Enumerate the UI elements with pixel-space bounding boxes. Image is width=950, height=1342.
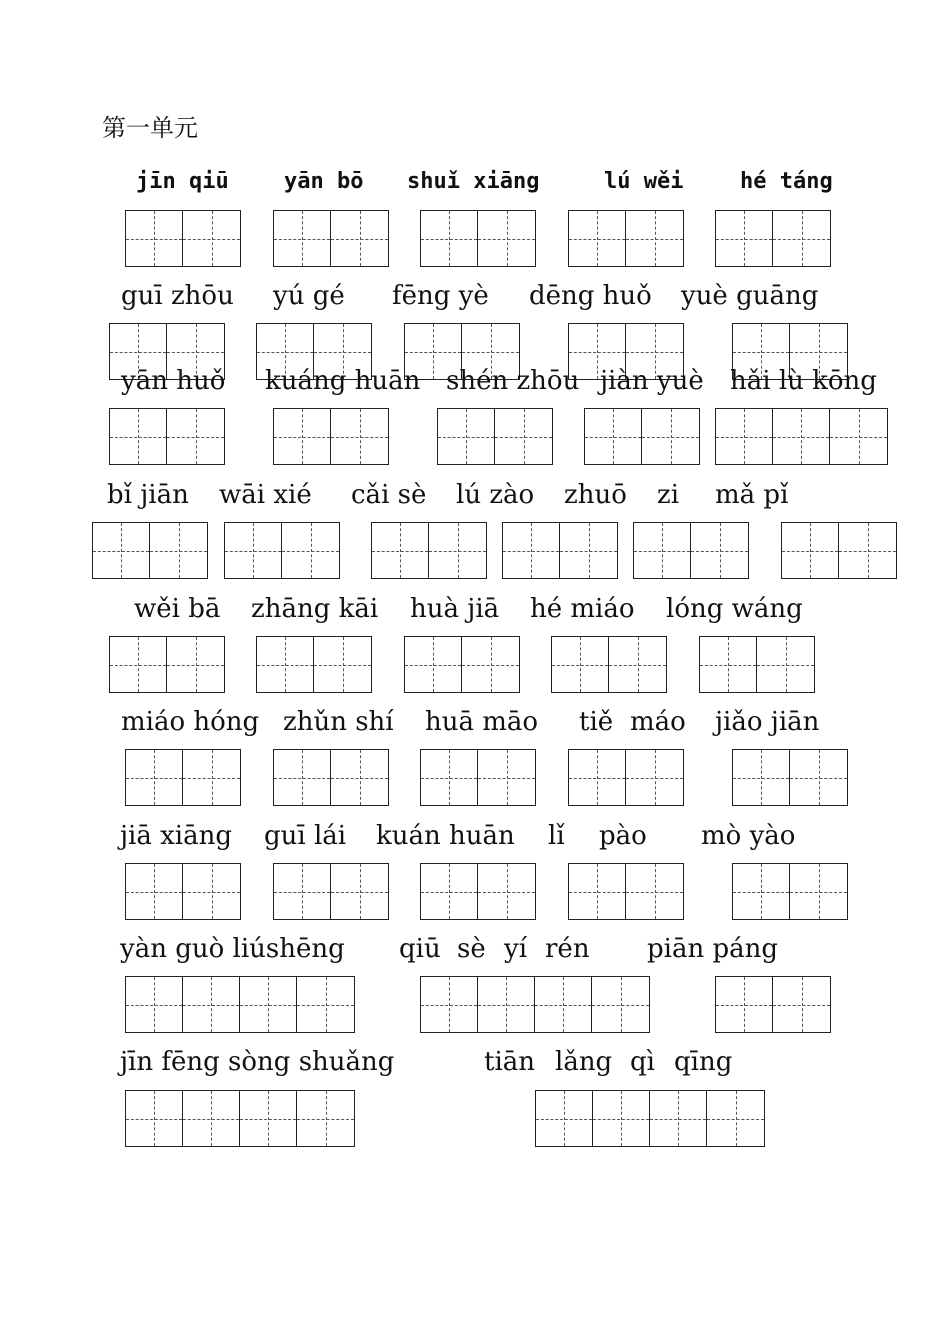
writing-cell[interactable] [183,1091,240,1146]
writing-box-group[interactable] [715,976,831,1033]
writing-cell[interactable] [478,211,535,266]
writing-cell[interactable] [126,977,183,1032]
writing-box-group[interactable] [568,210,684,267]
pinyin-word: lǐ [548,821,565,851]
pinyin-word: yuè guāng [681,281,819,311]
pinyin-word: tiān [484,1047,536,1077]
writing-box-group[interactable] [420,863,536,920]
writing-cell[interactable] [126,211,183,266]
pinyin-word: zhuō [564,480,627,510]
pinyin-word: dēng huǒ [529,281,652,311]
pinyin-word: mǎ pǐ [715,480,789,510]
pinyin-word: hǎi lù kōng [730,366,877,396]
writing-cell[interactable] [495,409,552,464]
writing-cell[interactable] [503,523,560,578]
writing-cell[interactable] [707,1091,764,1146]
writing-cell[interactable] [282,523,339,578]
pinyin-word: piān páng [647,934,779,964]
writing-cell[interactable] [240,977,297,1032]
writing-cell[interactable] [257,637,314,692]
pinyin-word: fēng yè [392,281,489,311]
writing-box-group[interactable] [125,863,241,920]
writing-box-group[interactable] [109,636,225,693]
writing-cell[interactable] [626,211,683,266]
writing-cell[interactable] [773,409,830,464]
pinyin-word: jiàn yuè [600,366,704,396]
writing-box-group[interactable] [109,408,225,465]
writing-cell[interactable] [240,1091,297,1146]
writing-box-group[interactable] [273,863,389,920]
writing-cell[interactable] [183,864,240,919]
writing-cell[interactable] [274,864,331,919]
pinyin-word: huà jiā [410,594,500,624]
pinyin-word: hé táng [740,169,833,194]
writing-cell[interactable] [150,523,207,578]
pinyin-word: jiǎo jiān [715,707,820,737]
writing-cell[interactable] [716,977,773,1032]
writing-cell[interactable] [183,750,240,805]
writing-box-group[interactable] [420,210,536,267]
writing-box-group[interactable] [715,210,831,267]
writing-box-group[interactable] [125,1090,355,1147]
pinyin-word: shén zhōu [446,366,580,396]
writing-cell[interactable] [167,409,224,464]
writing-cell[interactable] [126,1091,183,1146]
pinyin-word: qiū [399,934,441,964]
writing-cell[interactable] [297,1091,354,1146]
pinyin-word: máo [630,707,686,737]
pinyin-word: yān huǒ [121,366,226,396]
writing-cell[interactable] [790,864,847,919]
pinyin-word: bǐ jiān [107,480,189,510]
pinyin-word: hé miáo [530,594,635,624]
pinyin-word: miáo hóng [121,707,260,737]
writing-cell[interactable] [110,409,167,464]
writing-cell[interactable] [773,977,830,1032]
writing-box-group[interactable] [224,522,340,579]
writing-box-group[interactable] [256,636,372,693]
pinyin-word: tiě [579,707,614,737]
writing-cell[interactable] [733,864,790,919]
pinyin-word: lú wěi [604,169,684,194]
pinyin-word: guī lái [264,821,347,851]
pinyin-word: kuán huān [376,821,515,851]
pinyin-word: lú zào [456,480,535,510]
writing-cell[interactable] [569,750,626,805]
pinyin-word: cǎi sè [351,480,427,510]
writing-box-group[interactable] [437,408,553,465]
writing-cell[interactable] [691,523,748,578]
writing-cell[interactable] [535,977,592,1032]
writing-cell[interactable] [609,637,666,692]
writing-cell[interactable] [642,409,699,464]
writing-cell[interactable] [372,523,429,578]
pinyin-word: mò yào [701,821,796,851]
pinyin-word: kuáng huān [265,366,421,396]
writing-box-group[interactable] [699,636,815,693]
pinyin-word: jīn fēng sòng shuǎng [120,1047,395,1077]
writing-cell[interactable] [569,211,626,266]
writing-box-group[interactable] [535,1090,765,1147]
pinyin-word: guī zhōu [121,281,234,311]
pinyin-word: yān bō [284,169,364,194]
writing-cell[interactable] [110,637,167,692]
writing-cell[interactable] [274,211,331,266]
pinyin-word: yú gé [273,281,345,311]
pinyin-word: jiā xiāng [120,821,233,851]
writing-cell[interactable] [733,750,790,805]
pinyin-word: qīng [674,1047,733,1077]
writing-box-group[interactable] [125,976,355,1033]
writing-cell[interactable] [650,1091,707,1146]
writing-cell[interactable] [560,523,617,578]
pinyin-word: wāi xié [219,480,312,510]
pinyin-word: jīn qiū [136,169,229,194]
writing-cell[interactable] [839,523,896,578]
writing-cell[interactable] [626,864,683,919]
writing-cell[interactable] [314,637,371,692]
writing-cell[interactable] [536,1091,593,1146]
writing-cell[interactable] [593,1091,650,1146]
writing-cell[interactable] [183,977,240,1032]
unit-title: 第一单元 [102,114,198,142]
writing-cell[interactable] [421,864,478,919]
writing-box-group[interactable] [273,408,389,465]
pinyin-word: lǎng [555,1047,613,1077]
writing-cell[interactable] [183,211,240,266]
writing-box-group[interactable] [732,863,848,920]
writing-cell[interactable] [552,637,609,692]
writing-box-group[interactable] [273,749,389,806]
writing-cell[interactable] [478,750,535,805]
pinyin-word: yàn guò liúshēng [120,934,345,964]
writing-cell[interactable] [331,750,388,805]
writing-box-group[interactable] [273,210,389,267]
writing-box-group[interactable] [551,636,667,693]
writing-box-group[interactable] [732,749,848,806]
writing-cell[interactable] [634,523,691,578]
writing-cell[interactable] [830,409,887,464]
pinyin-word: yí [504,934,528,964]
writing-box-group[interactable] [568,749,684,806]
pinyin-word: qì [630,1047,655,1077]
writing-cell[interactable] [421,211,478,266]
writing-cell[interactable] [478,977,535,1032]
writing-cell[interactable] [438,409,495,464]
pinyin-word: sè [457,934,486,964]
writing-cell[interactable] [331,211,388,266]
writing-box-group[interactable] [125,749,241,806]
writing-cell[interactable] [126,864,183,919]
pinyin-word: zi [657,480,680,510]
pinyin-word: huā māo [425,707,539,737]
writing-cell[interactable] [274,750,331,805]
writing-cell[interactable] [716,409,773,464]
writing-box-group[interactable] [781,522,897,579]
writing-box-group[interactable] [371,522,487,579]
writing-cell[interactable] [421,750,478,805]
pinyin-word: wěi bā [134,594,221,624]
pinyin-word: rén [545,934,590,964]
writing-box-group[interactable] [715,408,888,465]
writing-box-group[interactable] [125,210,241,267]
writing-cell[interactable] [782,523,839,578]
writing-box-group[interactable] [420,976,650,1033]
pinyin-word: lóng wáng [666,594,803,624]
writing-cell[interactable] [716,211,773,266]
writing-cell[interactable] [331,864,388,919]
writing-box-group[interactable] [584,408,700,465]
writing-cell[interactable] [478,864,535,919]
pinyin-word: shuǐ xiāng [407,169,540,194]
writing-cell[interactable] [405,637,462,692]
writing-cell[interactable] [592,977,649,1032]
writing-cell[interactable] [225,523,282,578]
writing-cell[interactable] [274,409,331,464]
writing-box-group[interactable] [633,522,749,579]
writing-box-group[interactable] [502,522,618,579]
writing-cell[interactable] [773,211,830,266]
writing-cell[interactable] [626,750,683,805]
pinyin-word: zhǔn shí [283,707,394,737]
writing-cell[interactable] [569,864,626,919]
writing-box-group[interactable] [404,636,520,693]
writing-cell[interactable] [757,637,814,692]
writing-cell[interactable] [93,523,150,578]
writing-cell[interactable] [585,409,642,464]
pinyin-word: pào [599,821,647,851]
writing-cell[interactable] [297,977,354,1032]
writing-box-group[interactable] [92,522,208,579]
writing-cell[interactable] [462,637,519,692]
writing-cell[interactable] [331,409,388,464]
writing-cell[interactable] [421,977,478,1032]
writing-cell[interactable] [700,637,757,692]
writing-box-group[interactable] [420,749,536,806]
writing-box-group[interactable] [568,863,684,920]
writing-cell[interactable] [126,750,183,805]
writing-cell[interactable] [790,750,847,805]
writing-cell[interactable] [167,637,224,692]
writing-cell[interactable] [429,523,486,578]
pinyin-word: zhāng kāi [251,594,379,624]
